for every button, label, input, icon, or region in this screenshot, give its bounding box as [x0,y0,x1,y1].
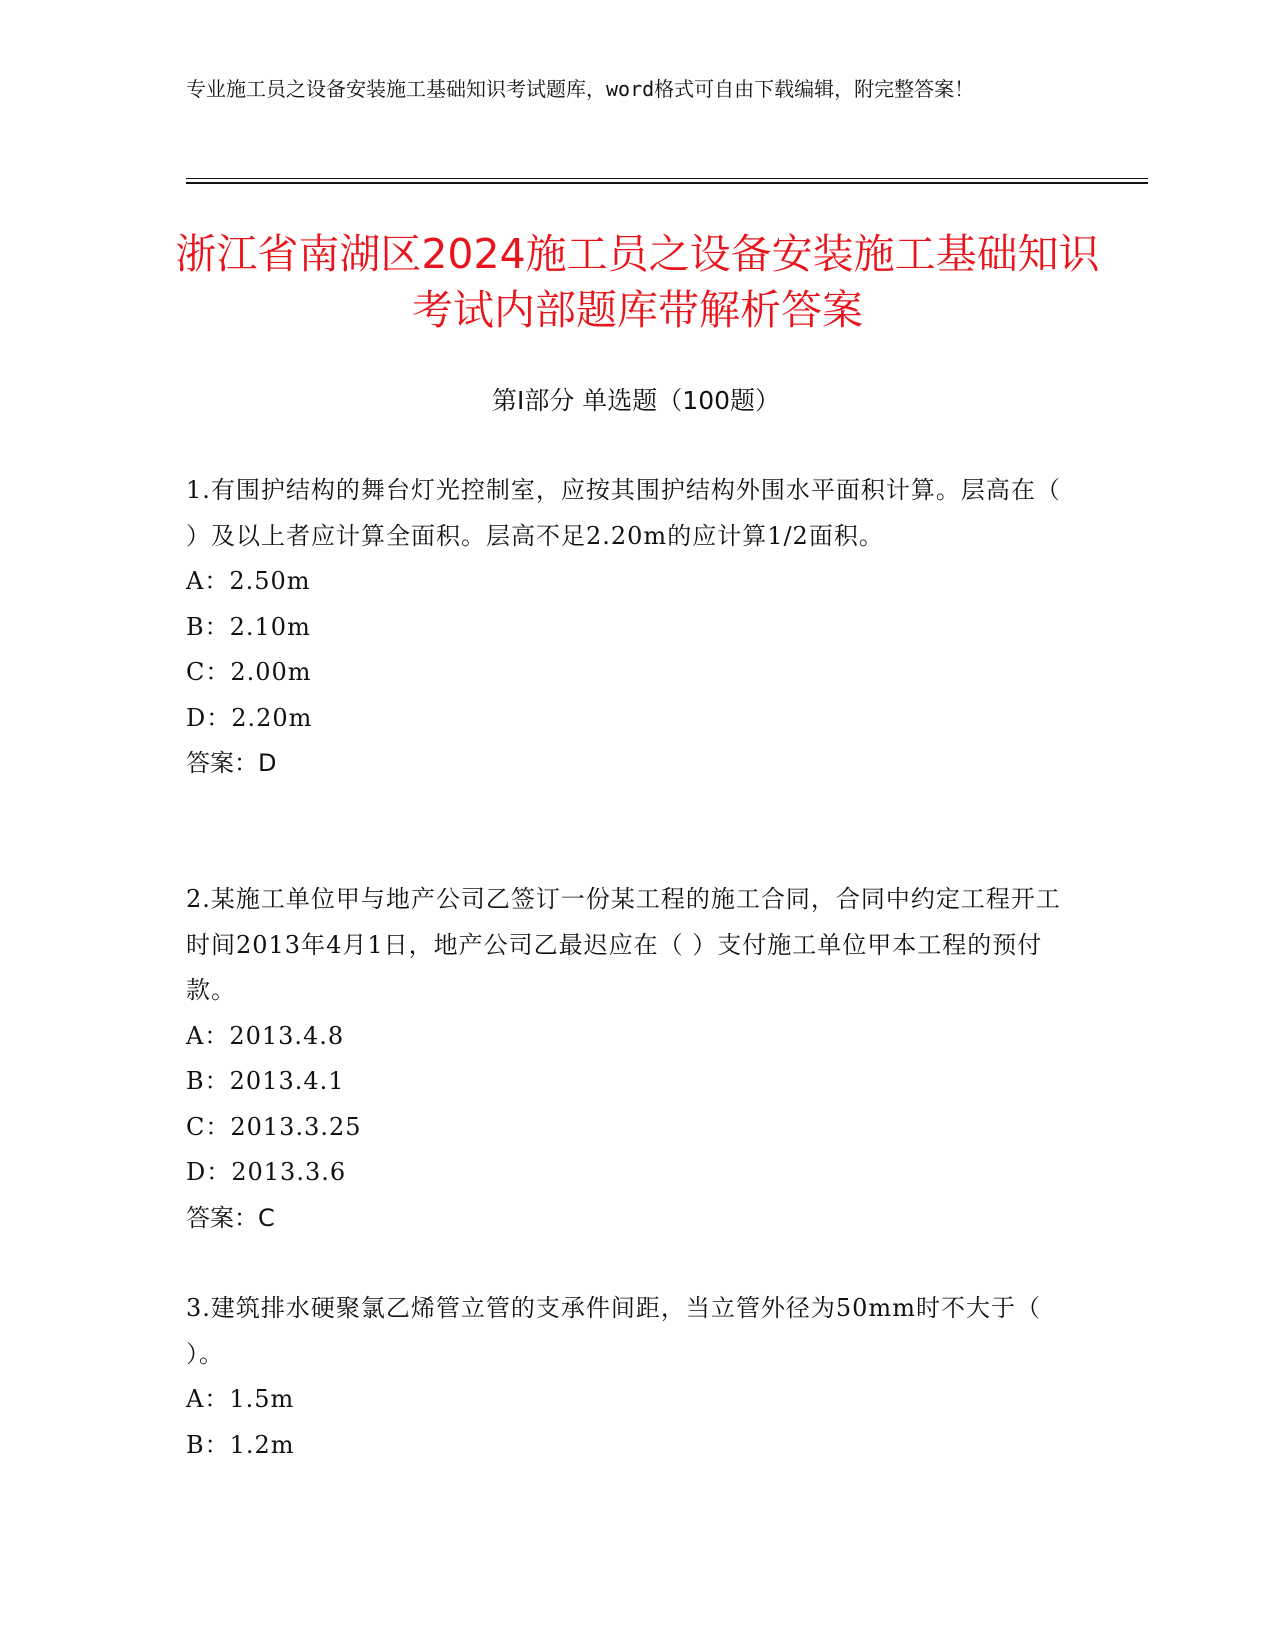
question-1 [186,468,1066,787]
answer-line: 答案：D [186,749,277,777]
option-c: C：2.00m [186,658,312,686]
option-d: D：2.20m [186,703,313,732]
option-b: B：2.10m [186,612,311,641]
option-c: C：2013.3.25 [186,1112,362,1141]
question-3 [186,1286,1066,1468]
question-2 [186,877,1066,1241]
question-stem: 1.有围护结构的舞台灯光控制室，应按其围护结构外围水平面积计算。层高在（ ）及以上者应计算全面积。层高不足2.20m的应计算1/2面积。 [186,476,1061,550]
header-divider-thick [186,182,1148,184]
option-a: A：2013.4.8 [186,1021,345,1050]
option-d: D：2013.3.6 [186,1158,347,1186]
header-note: 专业施工员之设备安装施工基础知识考试题库，word格式可自由下载编辑，附完整答案！ [186,77,975,101]
header-divider-thin [186,178,1148,179]
option-b: B：1.2m [186,1430,295,1459]
question-stem: 2.某施工单位甲与地产公司乙签订一份某工程的施工合同，合同中约定工程开工时间2013年4月1日，地产公司乙最迟应在（ ）支付施工单位甲本工程的预付款。 [186,885,1061,1004]
document-title: 浙江省南湖区2024施工员之设备安装施工基础知识考试内部题库带解析答案 [175,230,1100,334]
option-b: B：2013.4.1 [186,1067,345,1095]
section-heading: 第Ⅰ部分 单选题（100题） [491,386,781,415]
question-stem: 3.建筑排水硬聚氯乙烯管立管的支承件间距，当立管外径为50mm时不大于（ ）。 [186,1294,1041,1368]
option-a: A：1.5m [186,1385,295,1413]
option-a: A：2.50m [186,567,311,595]
answer-line: 答案：C [186,1203,275,1232]
